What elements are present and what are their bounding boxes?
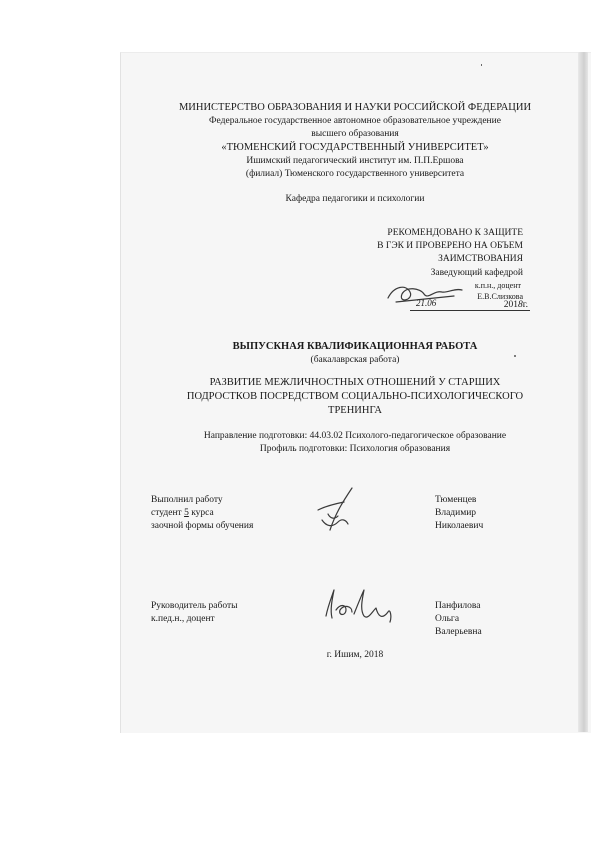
- author-label-1: Выполнил работу: [151, 495, 223, 505]
- institute-line-2: (филиал) Тюменского государственного университета: [245, 169, 465, 179]
- work-title-line-2: ПОДРОСТКОВ ПОСРЕДСТВОМ СОЦИАЛЬНО-ПСИХОЛОГИЧЕСКОГО: [186, 391, 524, 402]
- approval-line-2: В ГЭК И ПРОВЕРЕНО НА ОБЪЕМ: [377, 241, 523, 251]
- institution-type-line-1: Федеральное государственное автономное образовательное учреждение: [209, 116, 501, 126]
- work-subtype: (бакалаврская работа): [310, 355, 400, 365]
- author-first-name: Владимир: [435, 508, 477, 518]
- approval-date-handwritten: 21.06: [416, 298, 437, 308]
- scan-speck: [481, 64, 482, 66]
- head-name: Е.В.Слизкова: [477, 292, 523, 301]
- supervisor-label-2: к.пед.н., доцент: [151, 614, 215, 624]
- author-label-2: студент 5 курса: [151, 508, 214, 518]
- approval-date-line: [410, 298, 530, 311]
- supervisor-first-name: Ольга: [435, 614, 460, 624]
- supervisor-signature-image: [320, 586, 400, 624]
- approval-year-end: г.: [522, 300, 528, 310]
- work-title-line-1: РАЗВИТИЕ МЕЖЛИЧНОСТНЫХ ОТНОШЕНИЙ У СТАРШИХ: [209, 377, 501, 388]
- study-profile: Профиль подготовки: Психология образования: [259, 444, 451, 454]
- approval-year-handwritten: 8: [518, 300, 523, 310]
- department-name: Кафедра педагогики и психологии: [285, 194, 425, 204]
- scan-speck: [514, 355, 516, 357]
- approval-line-1: РЕКОМЕНДОВАНО К ЗАЩИТЕ: [387, 228, 523, 238]
- supervisor-patronymic: Валерьевна: [435, 627, 482, 637]
- author-signature-image: [308, 486, 368, 534]
- study-direction: Направление подготовки: 44.03.02 Психолого-педагогическое образование: [203, 431, 507, 441]
- head-of-department-title: Заведующий кафедрой: [430, 268, 523, 278]
- author-patronymic: Николаевич: [435, 521, 484, 531]
- institution-type-line-2: высшего образования: [311, 129, 399, 139]
- supervisor-surname: Панфилова: [435, 601, 481, 611]
- author-label-3: заочной формы обучения: [151, 521, 254, 531]
- place-and-year: г. Ишим, 2018: [326, 650, 384, 660]
- institute-line-1: Ишимский педагогический институт им. П.П.Ершова: [246, 156, 464, 166]
- work-type: ВЫПУСКНАЯ КВАЛИФИКАЦИОННАЯ РАБОТА: [232, 341, 478, 352]
- ministry-name: МИНИСТЕРСТВО ОБРАЗОВАНИЯ И НАУКИ РОССИЙСКОЙ ФЕДЕРАЦИИ: [178, 102, 532, 113]
- author-course: 5: [184, 508, 189, 518]
- supervisor-label-1: Руководитель работы: [151, 601, 238, 611]
- head-degree: к.п.н., доцент: [474, 281, 521, 290]
- author-surname: Тюменцев: [435, 495, 477, 505]
- work-title-line-3: ТРЕНИНГА: [328, 405, 382, 416]
- approval-line-3: ЗАИМСТВОВАНИЯ: [438, 254, 523, 264]
- university-name: «ТЮМЕНСКИЙ ГОСУДАРСТВЕННЫЙ УНИВЕРСИТЕТ»: [221, 142, 489, 153]
- approval-year-prefix: 201: [503, 300, 519, 310]
